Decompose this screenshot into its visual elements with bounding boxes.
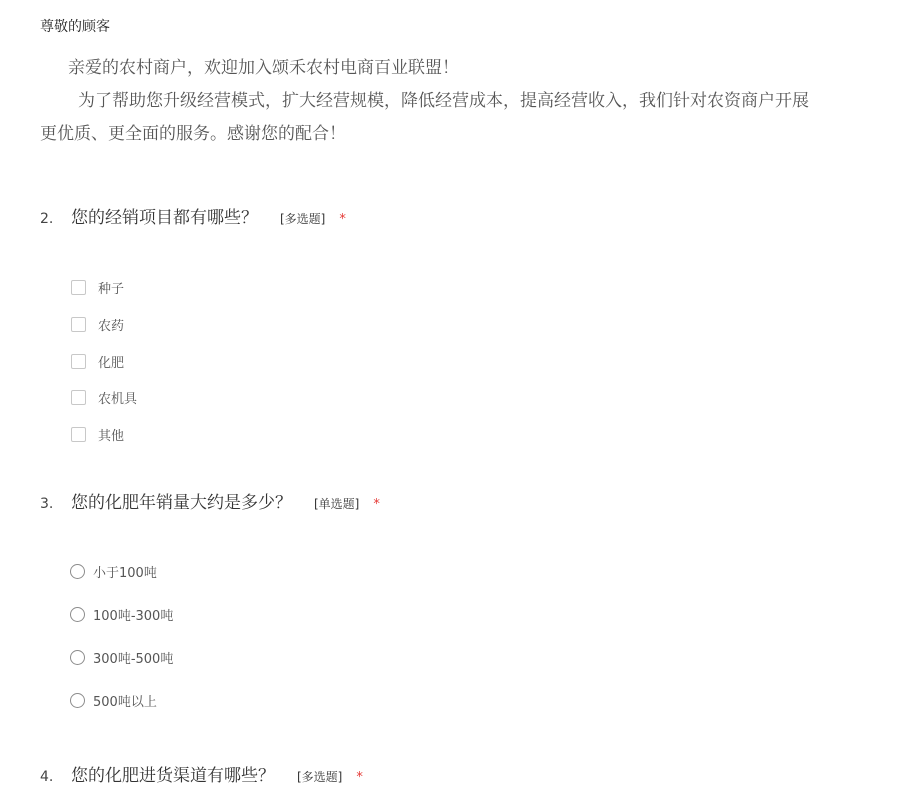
option-label: 300吨-500吨 bbox=[93, 652, 174, 667]
checkbox[interactable] bbox=[71, 390, 86, 405]
option-label: 100吨-300吨 bbox=[93, 609, 174, 624]
question-type-label: [多选题] bbox=[280, 212, 326, 226]
radio-button[interactable] bbox=[70, 564, 85, 579]
option-label: 其他 bbox=[98, 429, 125, 444]
question-number: 2. bbox=[40, 211, 54, 227]
question-3-header bbox=[40, 488, 380, 513]
radio-button[interactable] bbox=[70, 693, 85, 708]
option-label: 农药 bbox=[98, 319, 125, 334]
required-asterisk: * bbox=[356, 770, 363, 785]
radio-option-under-100[interactable] bbox=[70, 562, 157, 581]
option-label: 小于100吨 bbox=[93, 566, 157, 581]
option-label: 种子 bbox=[98, 282, 125, 297]
checkbox[interactable] bbox=[71, 317, 86, 332]
checkbox[interactable] bbox=[71, 427, 86, 442]
question-number: 3. bbox=[40, 496, 54, 512]
checkbox-option-other[interactable] bbox=[71, 425, 124, 444]
checkbox[interactable] bbox=[71, 280, 86, 295]
question-type-label: [多选题] bbox=[297, 770, 343, 784]
question-text: 您的化肥年销量大约是多少？ bbox=[71, 493, 292, 513]
checkbox[interactable] bbox=[71, 354, 86, 369]
question-text: 您的化肥进货渠道有哪些？ bbox=[71, 766, 275, 786]
option-label: 500吨以上 bbox=[93, 695, 157, 710]
question-type-label: [单选题] bbox=[314, 497, 360, 511]
intro-line-1: 亲爱的农村商户，欢迎加入颂禾农村电商百业联盟！ bbox=[68, 58, 459, 78]
checkbox-option-fertilizer[interactable] bbox=[71, 352, 124, 371]
option-label: 化肥 bbox=[98, 356, 125, 371]
required-asterisk: * bbox=[373, 497, 380, 512]
intro-paragraph bbox=[40, 52, 900, 151]
question-2-header bbox=[40, 203, 346, 228]
intro-line-3: 更优质、更全面的服务。感谢您的配合！ bbox=[40, 124, 346, 144]
radio-button[interactable] bbox=[70, 650, 85, 665]
checkbox-option-machinery[interactable] bbox=[71, 388, 137, 407]
checkbox-option-seeds[interactable] bbox=[71, 278, 124, 297]
radio-option-100-300[interactable] bbox=[70, 605, 173, 624]
question-number: 4. bbox=[40, 769, 54, 785]
question-text: 您的经销项目都有哪些？ bbox=[71, 208, 258, 228]
checkbox-option-pesticide[interactable] bbox=[71, 315, 124, 334]
question-4-header bbox=[40, 761, 363, 786]
intro-line-2: 为了帮助您升级经营模式，扩大经营规模，降低经营成本，提高经营收入，我们针对农资商户开展 bbox=[78, 91, 809, 111]
radio-button[interactable] bbox=[70, 607, 85, 622]
radio-option-over-500[interactable] bbox=[70, 691, 157, 710]
greeting-text: 尊敬的顾客 bbox=[40, 19, 110, 35]
required-asterisk: * bbox=[339, 212, 346, 227]
radio-option-300-500[interactable] bbox=[70, 648, 173, 667]
option-label: 农机具 bbox=[98, 392, 138, 407]
